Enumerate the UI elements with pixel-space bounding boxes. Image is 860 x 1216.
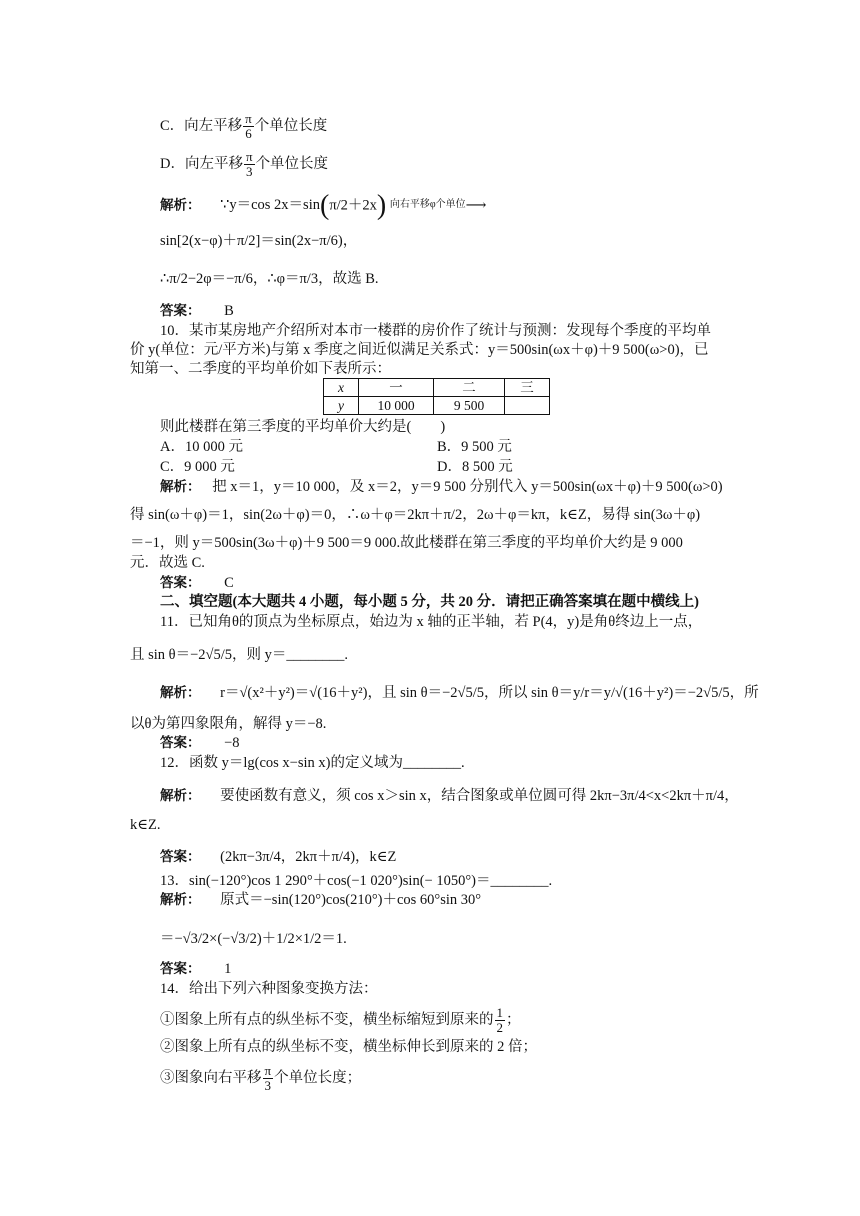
q10-table	[323, 378, 550, 415]
arrow-icon: ⟶	[465, 197, 487, 214]
q10-option-b: B．9 500 元	[437, 439, 512, 455]
answer-label: 答案：	[160, 849, 201, 865]
analysis-label: 解析：	[160, 685, 201, 701]
answer-value: (2kπ−3π/4，2kπ＋π/4)，k∈Z	[220, 849, 397, 865]
q9-option-c-fraction: $\frac{\pi}{6}$	[245, 111, 252, 141]
q10-analysis-line3: ＝−1，则 y＝500sin(3ω＋φ)＋9 500＝9 000.故此楼群在第三季度的平均单价大约是 9 000	[130, 535, 683, 551]
q10-option-a: A．10 000 元	[160, 439, 243, 455]
answer-label: 答案：	[160, 575, 201, 591]
analysis-label: 解析：	[160, 479, 201, 495]
q9-analysis-line1: 解析： ∵y＝cos 2x＝sin(π/2＋2x) $^{向右平移\varphi 个单位}$⟶	[160, 190, 487, 221]
q14-item3-fraction: $\frac{\pi}{3}$	[264, 1063, 272, 1093]
analysis-label: 解析：	[160, 197, 201, 214]
table-cell: x	[324, 379, 359, 397]
q11-analysis-line2: 以θ为第四象限角，解得 y＝−8.	[130, 716, 327, 732]
q13-analysis-line2: ＝−√3/2×(−√3/2)＋1/2×1/2＝1.	[160, 931, 347, 947]
q9-answer	[160, 302, 234, 320]
table-row	[324, 397, 550, 415]
q14-item3: ③图象向右平移 $\frac{\pi}{3}$ 个单位长度；	[160, 1063, 362, 1093]
q11-stem-line1: 11．已知角θ的顶点为坐标原点，始边为 x 轴的正半轴，若 P(4，y)是角θ终边上一点，	[160, 614, 703, 630]
answer-value: 1	[224, 961, 232, 977]
answer-value: C	[224, 575, 234, 591]
q10-option-c: C．9 000 元	[160, 459, 235, 475]
q12-answer	[160, 848, 396, 866]
analysis-label: 解析：	[160, 788, 201, 804]
shift-arrow-label: 向右平移φ个单位	[389, 199, 466, 210]
q9-option-c-text: C．向左平移	[160, 117, 243, 134]
table-cell: 一	[359, 379, 434, 397]
q9-option-d-fraction: $\frac{\pi}{3}$	[245, 149, 253, 179]
q14-item2: ②图象上所有点的纵坐标不变，横坐标伸长到原来的 2 倍；	[160, 1039, 537, 1055]
q10-answer	[160, 574, 234, 592]
q13-answer	[160, 960, 231, 978]
q10-analysis-line1: 解析： 把 x＝1，y＝10 000，及 x＝2，y＝9 500 分别代入 y＝500sin(ωx＋φ)＋9 500(ω>0)	[160, 479, 723, 495]
answer-value: −8	[224, 735, 240, 751]
answer-label: 答案：	[160, 735, 201, 751]
q10-stem-line1: 10．某市某房地产介绍所对本市一楼群的房价作了统计与预测：发现每个季度的平均单	[160, 323, 711, 339]
q13-analysis-line1: 解析： 原式＝−sin(120°)cos(210°)＋cos 60°sin 30°	[160, 892, 482, 908]
q11-answer	[160, 734, 240, 752]
q9-option-c: C．向左平移 $\frac{\pi}{6}$ 个单位长度	[160, 111, 328, 141]
q10-question: 则此楼群在第三季度的平均单价大约是( )	[160, 419, 446, 435]
table-cell: 10 000	[359, 397, 434, 415]
answer-label: 答案：	[160, 961, 201, 977]
q10-stem-line3: 知第一、二季度的平均单价如下表所示：	[130, 361, 391, 377]
q11-stem-line2: 且 sin θ＝−2√5/5，则 y＝________.	[130, 647, 349, 663]
table-cell: y	[324, 397, 359, 415]
q14-stem: 14．给出下列六种图象变换方法：	[160, 981, 378, 997]
q14-item1-fraction: $\frac{1}{2}$	[496, 1005, 503, 1035]
q14-item1: ①图象上所有点的纵坐标不变，横坐标缩短到原来的 $\frac{1}{2}$ ；	[160, 1005, 521, 1035]
q12-stem: 12．函数 y＝lg(cos x−sin x)的定义域为________.	[160, 755, 465, 771]
answer-label: 答案：	[160, 303, 201, 319]
q10-stem-line2: 价 y(单位：元/平方米)与第 x 季度之间近似满足关系式：y＝500sin(ωx＋φ)＋9 500(ω>0)，已	[130, 342, 709, 358]
table-cell: 三	[505, 379, 550, 397]
q13-stem: 13．sin(−120°)cos 1 290°＋cos(−1 020°)sin(− 1050°)＝________.	[160, 873, 553, 889]
q9-analysis-line2: sin[2(x−φ)＋π/2]＝sin(2x−π/6)，	[160, 233, 358, 249]
q12-analysis-line2: k∈Z.	[130, 817, 161, 833]
q11-analysis-line1: 解析： r＝√(x²＋y²)＝√(16＋y²)，且 sin θ＝−2√5/5，所以 sin θ＝y/r＝y/√(16＋y²)＝−2√5/5，所	[160, 685, 759, 701]
q9-analysis-line3: ∴π/2−2φ＝−π/6，∴φ＝π/3，故选 B.	[160, 271, 379, 287]
table-row	[324, 379, 550, 397]
q9-option-d: D．向左平移 $\frac{\pi}{3}$ 个单位长度	[160, 149, 329, 179]
table-cell	[505, 397, 550, 415]
answer-value: B	[224, 303, 234, 319]
table-cell: 9 500	[434, 397, 505, 415]
q10-analysis-line2: 得 sin(ω＋φ)＝1，sin(2ω＋φ)＝0，∴ω＋φ＝2kπ＋π/2，2ω＋φ＝kπ，k∈Z，易得 sin(3ω＋φ)	[130, 507, 701, 523]
q10-analysis-line4: 元．故选 C.	[130, 555, 205, 571]
analysis-label: 解析：	[160, 892, 201, 908]
q9-option-d-text: D．向左平移	[160, 155, 243, 172]
table-cell: 二	[434, 379, 505, 397]
q12-analysis-line1: 解析： 要使函数有意义，须 cos x＞sin x，结合图象或单位圆可得 2kπ−3π/4<x<2kπ＋π/4，	[160, 788, 739, 804]
q10-option-d: D．8 500 元	[437, 459, 513, 475]
section-heading-fill-in: 二、填空题(本大题共 4 小题，每小题 5 分，共 20 分．请把正确答案填在题中横线上)	[160, 594, 699, 610]
